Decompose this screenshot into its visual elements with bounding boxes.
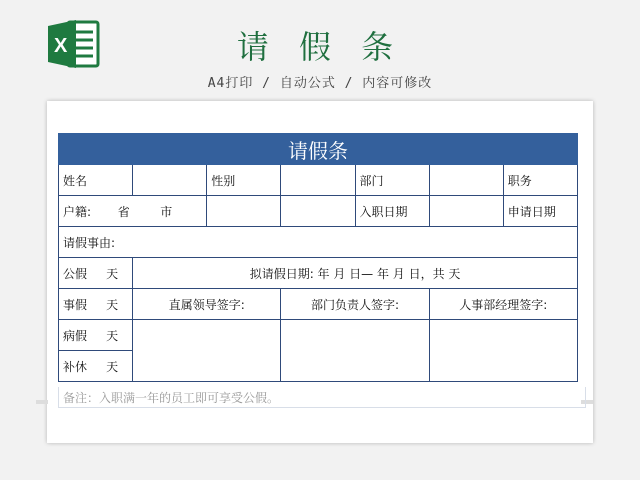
public-leave-cell[interactable] xyxy=(59,258,133,289)
page-title: 请 假 条 xyxy=(236,28,404,66)
dept-sign-area[interactable] xyxy=(281,320,429,382)
personal-leave-cell[interactable] xyxy=(59,289,133,320)
department-value[interactable] xyxy=(429,165,503,196)
hukou-label: 户籍: xyxy=(63,204,92,219)
comp-leave-cell[interactable] xyxy=(59,351,133,382)
name-value[interactable] xyxy=(133,165,207,196)
reason-cell[interactable]: 请假事由: xyxy=(59,227,578,258)
province-label: 省 xyxy=(117,204,130,219)
personal-leave-label: 事假 xyxy=(63,297,88,312)
city-label: 市 xyxy=(160,204,173,219)
day-unit: 天 xyxy=(106,297,119,312)
join-date-label: 入职日期 xyxy=(355,196,429,227)
public-leave-label: 公假 xyxy=(63,266,88,281)
svg-text:X: X xyxy=(54,35,68,57)
sick-leave-cell[interactable] xyxy=(59,320,133,351)
hukou-cell[interactable] xyxy=(59,196,207,227)
leave-form-table xyxy=(58,133,578,382)
gender-value[interactable] xyxy=(281,165,355,196)
hukou-extra[interactable] xyxy=(207,196,281,227)
planned-dates[interactable]: 拟请假日期: 年 月 日— 年 月 日，共 天 xyxy=(133,258,578,289)
sheet-edge-left xyxy=(36,400,48,404)
form-title: 请假条 xyxy=(59,134,578,165)
department-label: 部门 xyxy=(355,165,429,196)
note-text: 备注：入职满一年的员工即可享受公假。 xyxy=(58,387,586,408)
hukou-extra-2[interactable] xyxy=(281,196,355,227)
hr-sign-area[interactable] xyxy=(429,320,577,382)
day-unit: 天 xyxy=(106,328,119,343)
leader-sign-label: 直属领导签字: xyxy=(133,289,281,320)
position-label: 职务 xyxy=(503,165,577,196)
sick-leave-label: 病假 xyxy=(63,328,88,343)
comp-leave-label: 补休 xyxy=(63,359,88,374)
day-unit: 天 xyxy=(106,266,119,281)
name-label: 姓名 xyxy=(59,165,133,196)
day-unit: 天 xyxy=(106,359,119,374)
page-subtitle: A4打印 / 自动公式 / 内容可修改 xyxy=(207,76,433,91)
gender-label: 性别 xyxy=(207,165,281,196)
dept-sign-label: 部门负责人签字: xyxy=(281,289,429,320)
leader-sign-area[interactable] xyxy=(133,320,281,382)
join-date-value[interactable] xyxy=(429,196,503,227)
apply-date-label: 申请日期 xyxy=(503,196,577,227)
hr-sign-label: 人事部经理签字: xyxy=(429,289,577,320)
